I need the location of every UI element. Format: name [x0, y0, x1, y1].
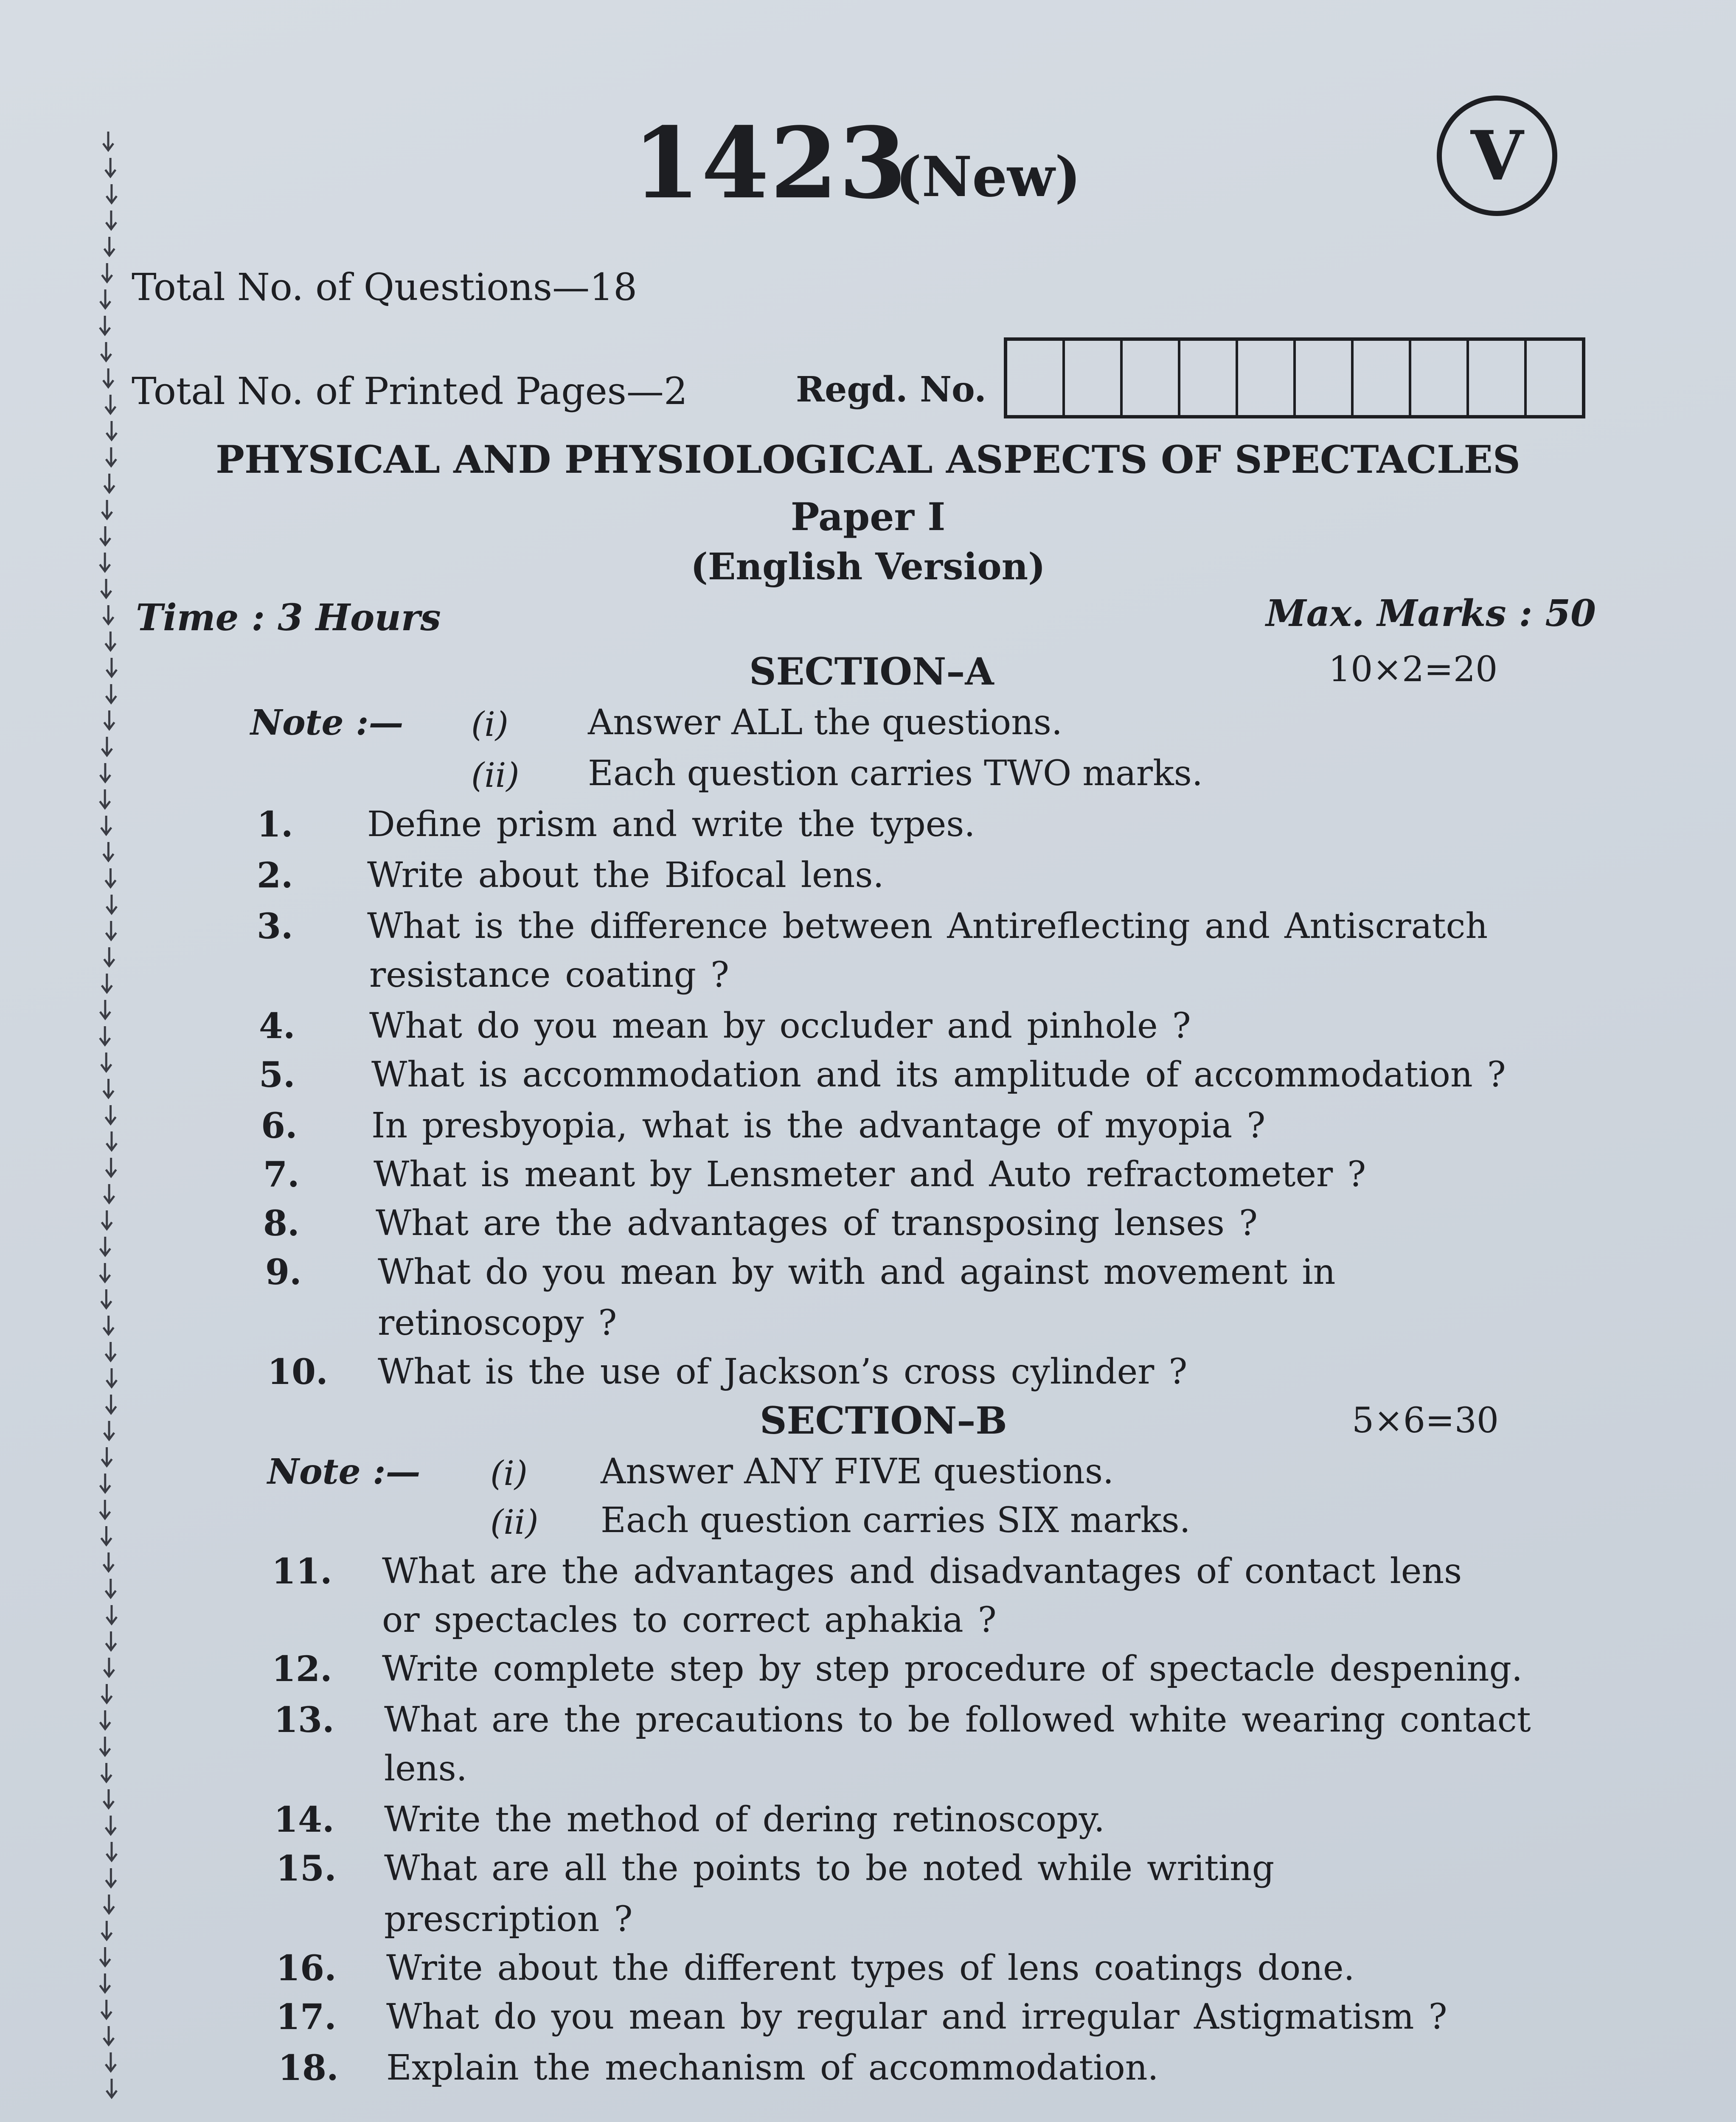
margin-arrow-icon [102, 737, 112, 755]
question-text: Define prism and write the types. [367, 804, 975, 845]
margin-arrow-icon [104, 1316, 114, 1334]
section-a-note-text: Answer ALL the questions. [588, 702, 1063, 743]
max-marks: Max. Marks : 50 [1266, 592, 1596, 635]
margin-arrow-icon [101, 2000, 112, 2018]
margin-arrow-icon [106, 1631, 116, 1650]
margin-arrow-icon [106, 1816, 116, 1834]
question-number: 4. [259, 1006, 295, 1047]
margin-arrow-icon [101, 1289, 111, 1308]
margin-arrow-icon [107, 2079, 117, 2097]
margin-arrow-icon [106, 1105, 116, 1124]
question-text: What is accommodation and its amplitude of accommodation ? [371, 1055, 1506, 1095]
margin-arrow-icon [102, 263, 112, 282]
margin-arrow-icon [100, 1263, 110, 1282]
margin-arrow-icon [104, 1658, 114, 1676]
margin-arrow-icon [104, 947, 114, 966]
margin-arrow-icon [103, 368, 113, 387]
question-number: 12. [272, 1649, 332, 1690]
question-text-continued: resistance coating ? [369, 955, 729, 995]
regd-no-box[interactable] [1469, 341, 1527, 415]
question-number: 3. [257, 906, 293, 947]
section-b-note-number: (i) [490, 1454, 528, 1493]
question-number: 7. [263, 1154, 300, 1195]
margin-arrow-icon [100, 789, 110, 808]
margin-arrow-icon [102, 974, 112, 992]
question-number: 8. [263, 1203, 300, 1244]
margin-arrow-icon [105, 158, 115, 177]
question-number: 1. [257, 804, 293, 845]
margin-arrow-icon [107, 895, 117, 913]
regd-no-label: Regd. No. [796, 369, 986, 410]
question-text: Explain the mechanism of accommodation. [386, 2048, 1159, 2088]
margin-arrow-icon [106, 2052, 116, 2071]
regd-no-boxes[interactable] [1004, 337, 1585, 418]
section-b-note-text: Each question carries SIX marks. [601, 1500, 1191, 1541]
margin-arrow-icon [105, 868, 115, 887]
margin-arrow-icon [100, 1947, 110, 1966]
margin-arrow-icon [101, 342, 111, 361]
margin-arrow-icon [102, 1447, 112, 1466]
margin-arrow-icon [107, 184, 117, 203]
margin-arrow-icon [106, 1395, 116, 1413]
question-text: What is the use of Jackson’s cross cylinder ? [378, 1352, 1188, 1392]
version-badge-letter: V [1470, 116, 1524, 196]
margin-arrow-icon [100, 1026, 110, 1045]
version-badge [1437, 95, 1557, 216]
margin-arrow-icon [103, 132, 113, 150]
question-number: 6. [261, 1106, 298, 1146]
margin-arrow-icon [107, 658, 117, 676]
question-number: 5. [259, 1055, 295, 1095]
margin-arrow-icon [105, 395, 115, 413]
regd-no-box[interactable] [1007, 341, 1065, 415]
margin-arrow-icon [104, 1789, 114, 1808]
margin-arrow-icon [104, 1895, 114, 1913]
question-text: What are the precautions to be followed white wearing contact [384, 1700, 1531, 1740]
margin-arrow-icon [106, 211, 116, 229]
margin-arrow-icon [107, 1842, 117, 1861]
margin-arrow-icon [101, 1763, 112, 1782]
question-number: 17. [276, 1997, 337, 2038]
margin-arrow-icon [100, 1737, 110, 1755]
question-text: Write complete step by step procedure of spectacle despening. [382, 1649, 1523, 1689]
total-questions: Total No. of Questions—18 [132, 265, 638, 309]
question-text: What are the advantages of transposing lenses ? [376, 1203, 1258, 1243]
margin-arrow-icon [101, 1053, 111, 1071]
margin-arrow-icon [104, 1421, 114, 1440]
margin-arrow-icon [106, 1868, 116, 1887]
question-text-continued: lens. [384, 1749, 467, 1789]
margin-arrow-icon [107, 1368, 117, 1387]
margin-arrow-icon [107, 1605, 117, 1624]
margin-arrow-icon [106, 684, 116, 703]
margin-arrow-icon [100, 289, 110, 308]
question-number: 10. [267, 1352, 328, 1392]
regd-no-box[interactable] [1296, 341, 1354, 415]
section-b-heading: SECTION–B [760, 1398, 1007, 1443]
question-number: 11. [272, 1551, 332, 1592]
question-text: Write about the different types of lens coatings done. [386, 1948, 1355, 1988]
section-b-note-number: (ii) [490, 1502, 539, 1542]
paper-code: 1423 [632, 106, 908, 221]
question-text: What do you mean by regular and irregular Astigmatism ? [386, 1997, 1447, 2037]
section-a-note-label: Note :— [250, 702, 404, 743]
section-a-marks: 10×2=20 [1329, 649, 1498, 690]
margin-arrow-icon [104, 1079, 114, 1097]
section-a-note-number: (ii) [471, 755, 520, 795]
edition-label: (English Version) [691, 545, 1045, 588]
section-a-heading: SECTION–A [749, 649, 994, 693]
margin-arrow-icon [100, 1000, 110, 1019]
margin-arrow-icon [105, 632, 115, 650]
question-text-continued: prescription ? [384, 1899, 633, 1940]
question-text: Write about the Bifocal lens. [367, 855, 884, 895]
section-b-marks: 5×6=30 [1352, 1401, 1499, 1441]
margin-arrow-icon [100, 1710, 110, 1729]
printed-pages: Total No. of Printed Pages—2 [132, 369, 688, 413]
margin-arrow-icon [106, 1579, 116, 1597]
section-a-note-text: Each question carries TWO marks. [588, 753, 1203, 794]
margin-arrow-icon [103, 605, 113, 624]
question-text: What do you mean by with and against movement in [378, 1252, 1336, 1292]
margin-arrow-icon [100, 1500, 110, 1519]
margin-arrow-icon [107, 1131, 117, 1150]
question-text: In presbyopia, what is the advantage of myopia ? [371, 1106, 1266, 1146]
question-text: What is the difference between Antireflecting and Antiscratch [367, 906, 1488, 946]
question-number: 14. [274, 1799, 334, 1840]
margin-arrow-icon [103, 842, 113, 861]
regd-no-box[interactable] [1354, 341, 1411, 415]
question-text: What are the advantages and disadvantages of contact lens [382, 1551, 1462, 1592]
margin-arrow-column [91, 127, 146, 2105]
regd-no-box[interactable] [1527, 341, 1582, 415]
margin-arrow-icon [100, 763, 110, 782]
regd-no-box[interactable] [1123, 341, 1180, 415]
section-b-note-text: Answer ANY FIVE questions. [601, 1451, 1114, 1492]
paper-label: Paper I [790, 494, 946, 539]
regd-no-box[interactable] [1411, 341, 1469, 415]
subject-title: PHYSICAL AND PHYSIOLOGICAL ASPECTS OF SPECTACLES [216, 437, 1520, 482]
question-number: 18. [278, 2048, 339, 2088]
margin-arrow-icon [104, 710, 114, 729]
margin-arrow-icon [100, 1474, 110, 1492]
question-text-continued: or spectacles to correct aphakia ? [382, 1600, 997, 1640]
margin-arrow-icon [100, 1973, 110, 1992]
question-text: What are all the points to be noted while writing [384, 1848, 1275, 1889]
margin-arrow-icon [104, 1184, 114, 1203]
margin-arrow-icon [104, 1552, 114, 1571]
question-number: 2. [257, 855, 293, 896]
regd-no-box[interactable] [1238, 341, 1296, 415]
time-allowed: Time : 3 Hours [136, 596, 441, 639]
question-text: Write the method of dering retinoscopy. [384, 1799, 1105, 1840]
margin-arrow-icon [106, 1342, 116, 1361]
question-number: 9. [265, 1252, 302, 1293]
question-number: 13. [274, 1700, 334, 1740]
margin-arrow-icon [101, 1921, 112, 1940]
regd-no-box[interactable] [1065, 341, 1123, 415]
margin-arrow-icon [101, 816, 111, 834]
margin-arrow-icon [104, 2026, 114, 2045]
margin-arrow-icon [101, 1526, 111, 1545]
question-text-continued: retinoscopy ? [378, 1303, 617, 1343]
question-text: What do you mean by occluder and pinhole ? [369, 1006, 1191, 1046]
section-b-note-label: Note :— [267, 1451, 421, 1492]
paper-code-suffix: (New) [896, 144, 1081, 209]
margin-arrow-icon [101, 1684, 112, 1703]
margin-arrow-icon [100, 1237, 110, 1255]
margin-arrow-icon [106, 1158, 116, 1176]
margin-arrow-icon [100, 316, 110, 334]
margin-arrow-icon [104, 237, 115, 255]
question-number: 15. [276, 1848, 337, 1889]
regd-no-box[interactable] [1180, 341, 1238, 415]
question-text: What is meant by Lensmeter and Auto refractometer ? [374, 1154, 1366, 1195]
question-number: 16. [276, 1948, 337, 1989]
margin-arrow-icon [106, 921, 116, 940]
section-a-note-number: (i) [471, 705, 509, 744]
margin-arrow-icon [102, 1210, 112, 1229]
